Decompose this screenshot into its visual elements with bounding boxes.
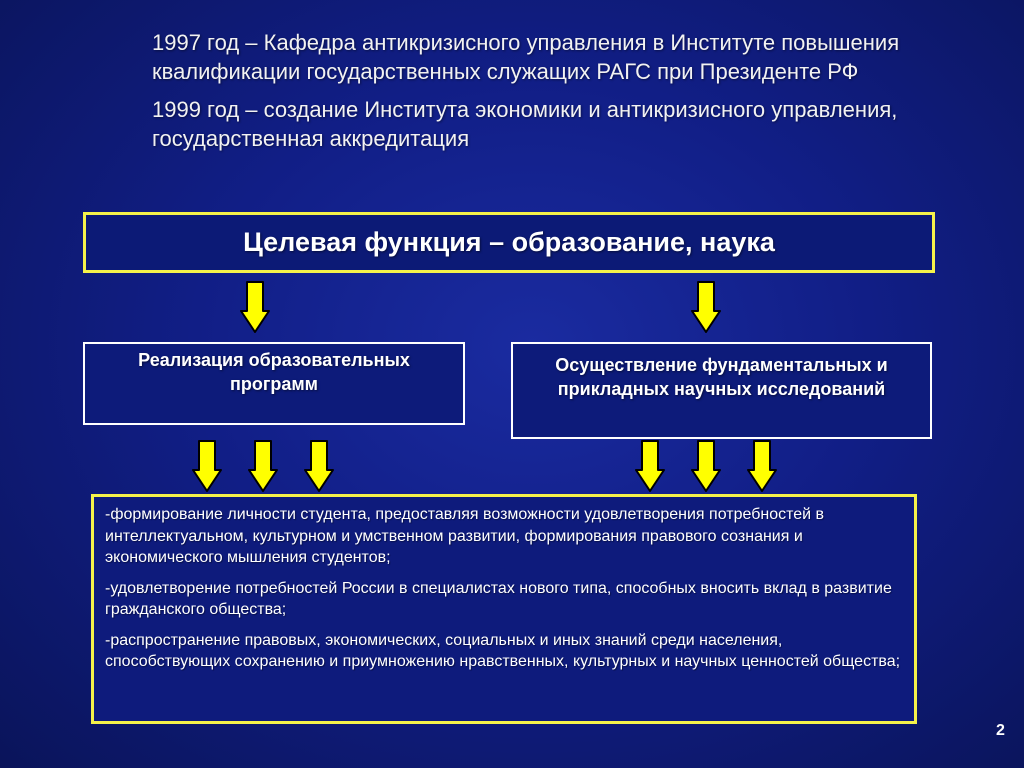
result-item: -удовлетворение потребностей России в специалистах нового типа, способных вносить вклад в развитие гражданского общества; — [105, 579, 892, 618]
down-arrow-icon — [691, 440, 721, 492]
branch-education-label: Реализация образовательных программ — [138, 350, 410, 394]
result-item: -формирование личности студента, предоставляя возможности удовлетворения потребностей в интеллектуальном, культурном и умственном развитии, формирования правового сознания и экономического мышления студентов; — [105, 506, 825, 566]
branch-education-box — [83, 342, 465, 425]
results-box — [91, 494, 917, 724]
intro-text — [152, 28, 932, 162]
branch-research-box — [511, 342, 932, 439]
page-number: 2 — [996, 722, 1005, 739]
down-arrow-icon — [248, 440, 278, 492]
down-arrow-icon — [747, 440, 777, 492]
target-function-box — [83, 212, 935, 273]
down-arrow-icon — [240, 281, 270, 333]
down-arrow-icon — [192, 440, 222, 492]
intro-line-1997: 1997 год – Кафедра антикризисного управления в Институте повышения квалификации государственных служащих РАГС при Президенте РФ — [152, 30, 900, 84]
down-arrow-icon — [304, 440, 334, 492]
intro-line-1999: 1999 год – создание Института экономики и антикризисного управления, государственная аккредитация — [152, 97, 898, 151]
branch-research-label: Осуществление фундаментальных и прикладных научных исследований — [555, 355, 888, 399]
target-function-label: Целевая функция – образование, наука — [243, 227, 775, 257]
down-arrow-icon — [691, 281, 721, 333]
result-item: -распространение правовых, экономических, социальных и иных знаний среди населения, способствующих сохранению и приумножению нравственных, культурных и научных ценностей общества; — [105, 631, 901, 670]
down-arrow-icon — [635, 440, 665, 492]
